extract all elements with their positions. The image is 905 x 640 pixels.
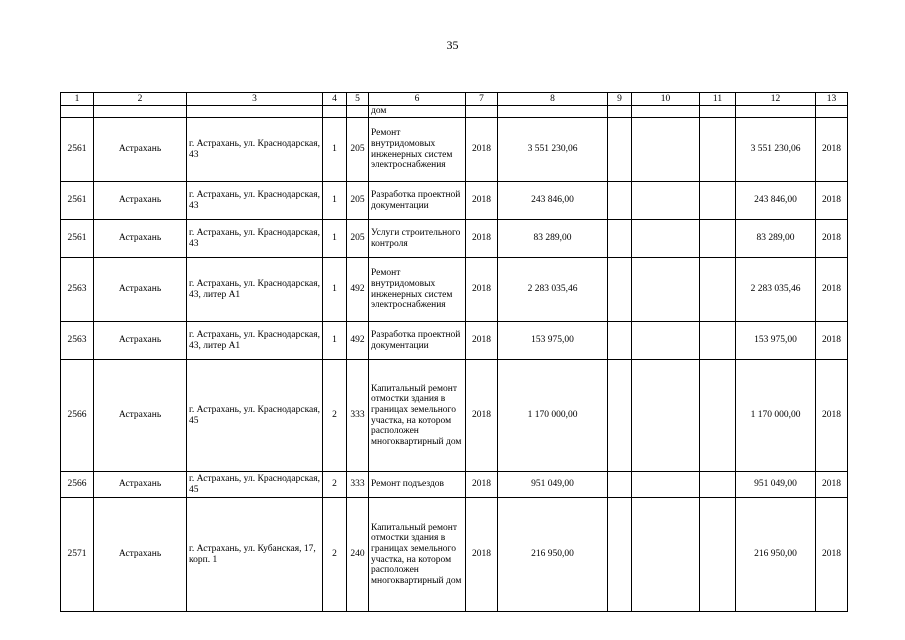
column-9-cell bbox=[608, 258, 632, 322]
column-11-cell bbox=[700, 258, 736, 322]
column-10-cell bbox=[632, 322, 700, 360]
table-body bbox=[61, 106, 848, 612]
column-number-header: 10 bbox=[632, 93, 700, 106]
column-5-cell: 240 bbox=[347, 498, 369, 612]
column-11-cell bbox=[700, 322, 736, 360]
column-number-header: 5 bbox=[347, 93, 369, 106]
column-5-cell: 492 bbox=[347, 322, 369, 360]
column-5-cell: 205 bbox=[347, 118, 369, 182]
column-13-cell: 2018 bbox=[816, 498, 848, 612]
work-type-cell: Услуги строительного контроля bbox=[369, 220, 466, 258]
city-cell: Астрахань bbox=[94, 472, 187, 498]
column-number-header: 1 bbox=[61, 93, 94, 106]
table-row bbox=[61, 322, 848, 360]
table-cell bbox=[816, 106, 848, 118]
work-type-cell: Ремонт внутридомовых инженерных систем электроснабжения bbox=[369, 258, 466, 322]
column-13-cell: 2018 bbox=[816, 118, 848, 182]
table-row bbox=[61, 118, 848, 182]
column-10-cell bbox=[632, 182, 700, 220]
work-type-cell: дом bbox=[369, 106, 466, 118]
column-number-header: 2 bbox=[94, 93, 187, 106]
column-11-cell bbox=[700, 472, 736, 498]
column-12-cell: 83 289,00 bbox=[736, 220, 816, 258]
city-cell: Астрахань bbox=[94, 498, 187, 612]
column-5-cell: 333 bbox=[347, 472, 369, 498]
table-row bbox=[61, 258, 848, 322]
column-12-cell: 216 950,00 bbox=[736, 498, 816, 612]
page-number: 35 bbox=[446, 38, 459, 52]
year-cell: 2018 bbox=[466, 220, 498, 258]
address-cell: г. Астрахань, ул. Краснодарская, 43 bbox=[187, 220, 323, 258]
row-id-cell: 2566 bbox=[61, 472, 94, 498]
column-4-cell: 1 bbox=[323, 118, 347, 182]
work-type-cell: Капитальный ремонт отмостки здания в границах земельного участка, на котором расположен многоквартирный дом bbox=[369, 498, 466, 612]
column-number-row bbox=[61, 93, 848, 106]
work-type-cell: Разработка проектной документации bbox=[369, 182, 466, 220]
column-11-cell bbox=[700, 118, 736, 182]
table-row bbox=[61, 498, 848, 612]
address-cell: г. Астрахань, ул. Краснодарская, 45 bbox=[187, 472, 323, 498]
cost-cell: 951 049,00 bbox=[498, 472, 608, 498]
work-type-cell: Капитальный ремонт отмостки здания в границах земельного участка, на котором расположен многоквартирный дом bbox=[369, 360, 466, 472]
column-13-cell: 2018 bbox=[816, 182, 848, 220]
column-12-cell: 2 283 035,46 bbox=[736, 258, 816, 322]
column-10-cell bbox=[632, 258, 700, 322]
column-13-cell: 2018 bbox=[816, 220, 848, 258]
column-5-cell: 333 bbox=[347, 360, 369, 472]
column-number-header: 6 bbox=[369, 93, 466, 106]
column-11-cell bbox=[700, 220, 736, 258]
column-number-header: 8 bbox=[498, 93, 608, 106]
repair-schedule-table bbox=[60, 92, 848, 612]
table-cell bbox=[94, 106, 187, 118]
address-cell: г. Астрахань, ул. Краснодарская, 43 bbox=[187, 182, 323, 220]
column-number-header: 4 bbox=[323, 93, 347, 106]
table-cell bbox=[700, 106, 736, 118]
work-type-cell: Ремонт подъездов bbox=[369, 472, 466, 498]
column-13-cell: 2018 bbox=[816, 258, 848, 322]
column-10-cell bbox=[632, 118, 700, 182]
cost-cell: 243 846,00 bbox=[498, 182, 608, 220]
column-number-header: 9 bbox=[608, 93, 632, 106]
city-cell: Астрахань bbox=[94, 118, 187, 182]
table-cell bbox=[498, 106, 608, 118]
table-cell bbox=[466, 106, 498, 118]
year-cell: 2018 bbox=[466, 182, 498, 220]
row-id-cell: 2561 bbox=[61, 118, 94, 182]
table-cell bbox=[61, 106, 94, 118]
column-13-cell: 2018 bbox=[816, 322, 848, 360]
address-cell: г. Астрахань, ул. Краснодарская, 43, литер А1 bbox=[187, 258, 323, 322]
table-cell bbox=[736, 106, 816, 118]
table-cell bbox=[608, 106, 632, 118]
column-9-cell bbox=[608, 220, 632, 258]
year-cell: 2018 bbox=[466, 472, 498, 498]
column-11-cell bbox=[700, 360, 736, 472]
column-11-cell bbox=[700, 182, 736, 220]
column-9-cell bbox=[608, 118, 632, 182]
city-cell: Астрахань bbox=[94, 220, 187, 258]
column-9-cell bbox=[608, 498, 632, 612]
column-12-cell: 1 170 000,00 bbox=[736, 360, 816, 472]
column-number-header: 11 bbox=[700, 93, 736, 106]
table-cell bbox=[347, 106, 369, 118]
address-cell: г. Астрахань, ул. Краснодарская, 43 bbox=[187, 118, 323, 182]
column-5-cell: 205 bbox=[347, 220, 369, 258]
column-12-cell: 153 975,00 bbox=[736, 322, 816, 360]
year-cell: 2018 bbox=[466, 118, 498, 182]
cost-cell: 3 551 230,06 bbox=[498, 118, 608, 182]
column-10-cell bbox=[632, 498, 700, 612]
cost-cell: 153 975,00 bbox=[498, 322, 608, 360]
column-4-cell: 1 bbox=[323, 182, 347, 220]
cost-cell: 216 950,00 bbox=[498, 498, 608, 612]
row-id-cell: 2563 bbox=[61, 322, 94, 360]
address-cell: г. Астрахань, ул. Краснодарская, 45 bbox=[187, 360, 323, 472]
year-cell: 2018 bbox=[466, 322, 498, 360]
table-cell bbox=[323, 106, 347, 118]
column-12-cell: 243 846,00 bbox=[736, 182, 816, 220]
column-9-cell bbox=[608, 360, 632, 472]
column-9-cell bbox=[608, 182, 632, 220]
table-row bbox=[61, 182, 848, 220]
year-cell: 2018 bbox=[466, 498, 498, 612]
column-number-header: 12 bbox=[736, 93, 816, 106]
table-row bbox=[61, 472, 848, 498]
table-row bbox=[61, 360, 848, 472]
cost-cell: 1 170 000,00 bbox=[498, 360, 608, 472]
city-cell: Астрахань bbox=[94, 322, 187, 360]
city-cell: Астрахань bbox=[94, 360, 187, 472]
column-10-cell bbox=[632, 220, 700, 258]
column-4-cell: 2 bbox=[323, 472, 347, 498]
column-number-header: 7 bbox=[466, 93, 498, 106]
column-4-cell: 1 bbox=[323, 322, 347, 360]
column-10-cell bbox=[632, 472, 700, 498]
row-id-cell: 2561 bbox=[61, 182, 94, 220]
work-type-cell: Ремонт внутридомовых инженерных систем электроснабжения bbox=[369, 118, 466, 182]
column-5-cell: 492 bbox=[347, 258, 369, 322]
cost-cell: 2 283 035,46 bbox=[498, 258, 608, 322]
year-cell: 2018 bbox=[466, 258, 498, 322]
address-cell: г. Астрахань, ул. Краснодарская, 43, литер А1 bbox=[187, 322, 323, 360]
column-9-cell bbox=[608, 472, 632, 498]
column-number-header: 13 bbox=[816, 93, 848, 106]
column-4-cell: 2 bbox=[323, 360, 347, 472]
column-4-cell: 2 bbox=[323, 498, 347, 612]
column-12-cell: 951 049,00 bbox=[736, 472, 816, 498]
column-12-cell: 3 551 230,06 bbox=[736, 118, 816, 182]
table-cell bbox=[187, 106, 323, 118]
table-row bbox=[61, 220, 848, 258]
row-id-cell: 2571 bbox=[61, 498, 94, 612]
work-type-cell: Разработка проектной документации bbox=[369, 322, 466, 360]
cost-cell: 83 289,00 bbox=[498, 220, 608, 258]
year-cell: 2018 bbox=[466, 360, 498, 472]
column-13-cell: 2018 bbox=[816, 360, 848, 472]
column-5-cell: 205 bbox=[347, 182, 369, 220]
column-9-cell bbox=[608, 322, 632, 360]
row-id-cell: 2566 bbox=[61, 360, 94, 472]
row-id-cell: 2563 bbox=[61, 258, 94, 322]
column-10-cell bbox=[632, 360, 700, 472]
column-4-cell: 1 bbox=[323, 220, 347, 258]
row-id-cell: 2561 bbox=[61, 220, 94, 258]
city-cell: Астрахань bbox=[94, 258, 187, 322]
city-cell: Астрахань bbox=[94, 182, 187, 220]
column-13-cell: 2018 bbox=[816, 472, 848, 498]
address-cell: г. Астрахань, ул. Кубанская, 17, корп. 1 bbox=[187, 498, 323, 612]
column-number-header: 3 bbox=[187, 93, 323, 106]
continued-row bbox=[61, 106, 848, 118]
table-cell bbox=[632, 106, 700, 118]
column-11-cell bbox=[700, 498, 736, 612]
column-4-cell: 1 bbox=[323, 258, 347, 322]
